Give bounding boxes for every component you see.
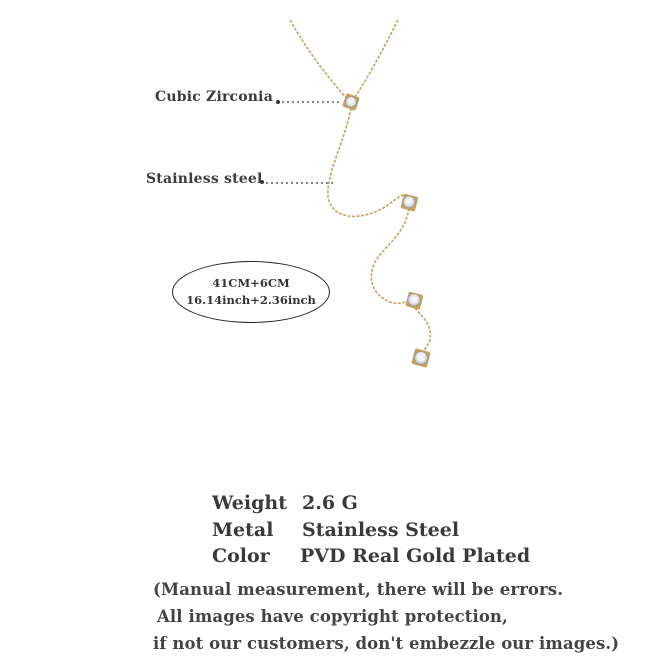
spec-weight-label: Weight [212,492,287,514]
chain-right-strand [353,20,398,100]
stone-second [400,193,418,211]
size-cm: 41CM+6CM [212,276,290,290]
spec-metal-value: Stainless Steel [302,519,460,541]
callout-stainless-steel: Stainless steel [146,171,263,187]
size-badge [172,261,330,323]
spec-metal-label: Metal [212,519,274,541]
spec-weight-value: 2.6 G [302,492,358,514]
stone-bottom [411,348,431,368]
chain-left-strand [290,20,350,102]
size-inch: 16.14inch+2.36inch [186,293,316,307]
stone-cubic-zirconia [342,93,360,111]
note-line-1: (Manual measurement, there will be errors. [153,580,564,599]
chain-drop-segment [415,308,430,352]
callout-dot-cubic-zirconia [276,100,280,104]
spec-color-label: Color [212,545,270,567]
spec-color-value: PVD Real Gold Plated [300,545,531,567]
stone-third [405,291,423,309]
callout-cubic-zirconia: Cubic Zirconia [155,89,273,105]
note-line-3: if not our customers, don't embezzle our images.) [153,634,620,653]
chain-drop-segment [328,108,410,216]
note-line-2: All images have copyright protection, [157,607,508,626]
chain-drop-segment [371,208,413,303]
